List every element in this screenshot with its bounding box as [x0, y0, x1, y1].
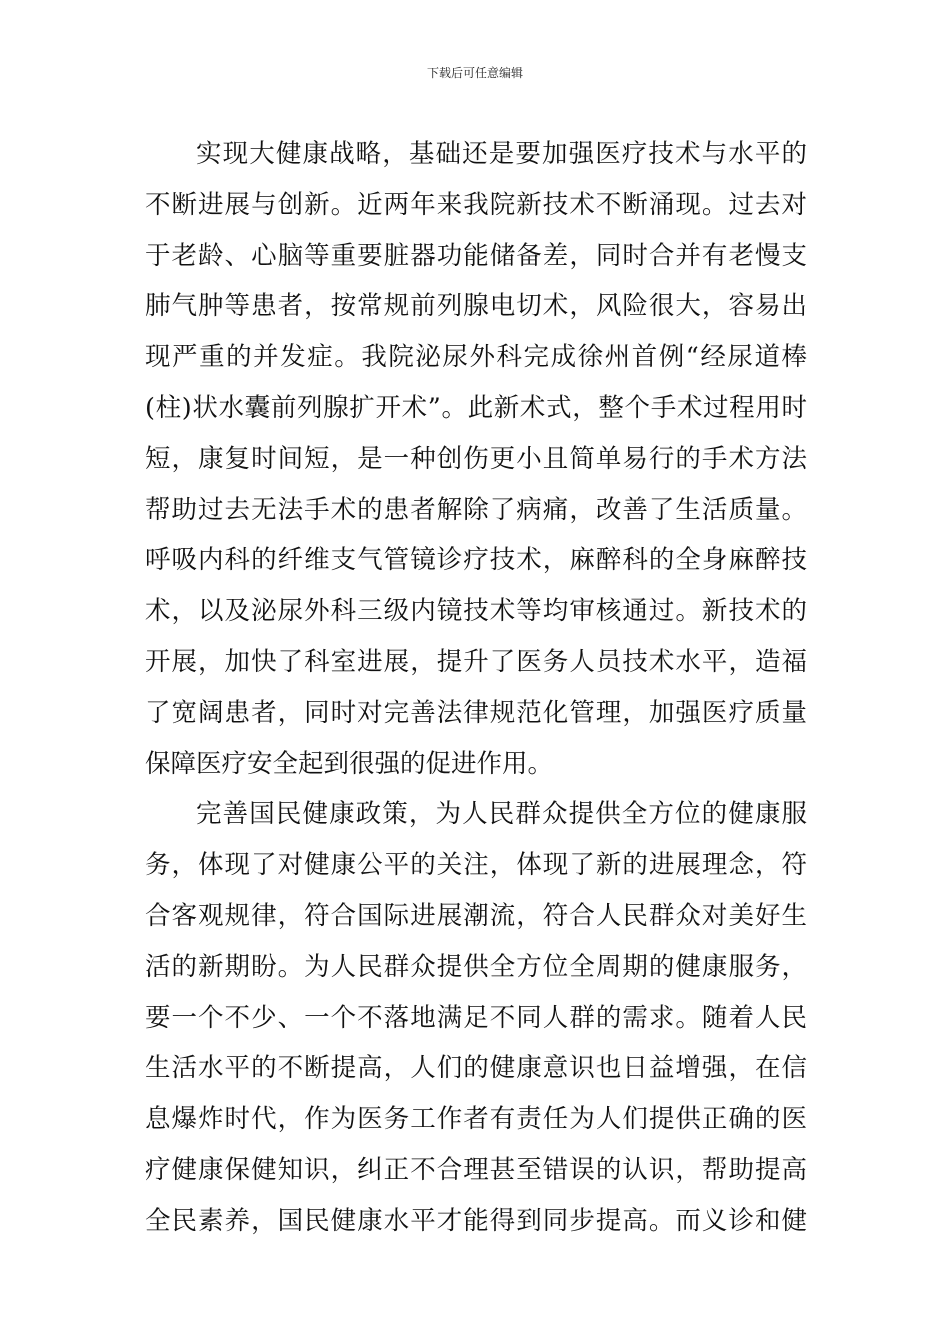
- paragraph-1-line-9: 呼吸内科的纤维支气管镜诊疗技术，麻醉科的全身麻醉技: [145, 545, 807, 576]
- paragraph-1-line-4: 肺气肿等患者，按常规前列腺电切术，风险很大，容易出: [145, 291, 807, 322]
- paragraph-2-line-5: 要一个不少、一个不落地满足不同人群的需求。随着人民: [145, 1002, 807, 1033]
- paragraph-1-line-7: 短，康复时间短，是一种创伤更小且简单易行的手术方法: [145, 443, 807, 474]
- page-header: 下载后可任意编辑: [426, 66, 523, 80]
- paragraph-1-line-3: 于老龄、心脑等重要脏器功能储备差，同时合并有老慢支: [145, 240, 807, 271]
- paragraph-2-line-4: 活的新期盼。为人民群众提供全方位全周期的健康服务，: [145, 951, 807, 982]
- paragraph-2-line-2: 务，体现了对健康公平的关注，体现了新的进展理念，符: [145, 850, 807, 881]
- paragraph-1-line-6: (柱)状水囊前列腺扩开术”。此新术式，整个手术过程用时: [145, 392, 807, 423]
- paragraph-1-line-13: 保障医疗安全起到很强的促进作用。: [145, 748, 554, 779]
- paragraph-2-line-8: 疗健康保健知识，纠正不合理甚至错误的认识，帮助提高: [145, 1154, 807, 1185]
- paragraph-1-line-10: 术，以及泌尿外科三级内镜技术等均审核通过。新技术的: [145, 596, 807, 627]
- paragraph-1-line-8: 帮助过去无法手术的患者解除了病痛，改善了生活质量。: [145, 494, 807, 525]
- paragraph-1-line-12: 了宽阔患者，同时对完善法律规范化管理，加强医疗质量: [145, 697, 807, 728]
- paragraph-2-line-1: 完善国民健康政策，为人民群众提供全方位的健康服: [196, 799, 807, 830]
- paragraph-2-line-6: 生活水平的不断提高，人们的健康意识也日益增强，在信: [145, 1053, 807, 1084]
- document-body: [145, 129, 807, 1247]
- paragraph-2-line-7: 息爆炸时代，作为医务工作者有责任为人们提供正确的医: [145, 1104, 807, 1135]
- paragraph-2-line-9: 全民素养，国民健康水平才能得到同步提高。而义诊和健: [145, 1205, 807, 1236]
- paragraph-1-line-1: 实现大健康战略，基础还是要加强医疗技术与水平的: [196, 139, 807, 169]
- paragraph-1-line-2: 不断进展与创新。近两年来我院新技术不断涌现。过去对: [145, 189, 807, 220]
- paragraph-1-line-5: 现严重的并发症。我院泌尿外科完成徐州首例“经尿道棒: [145, 342, 807, 373]
- paragraph-1-line-11: 开展，加快了科室进展，提升了医务人员技术水平，造福: [145, 646, 807, 677]
- paragraph-2-line-3: 合客观规律，符合国际进展潮流，符合人民群众对美好生: [145, 900, 807, 931]
